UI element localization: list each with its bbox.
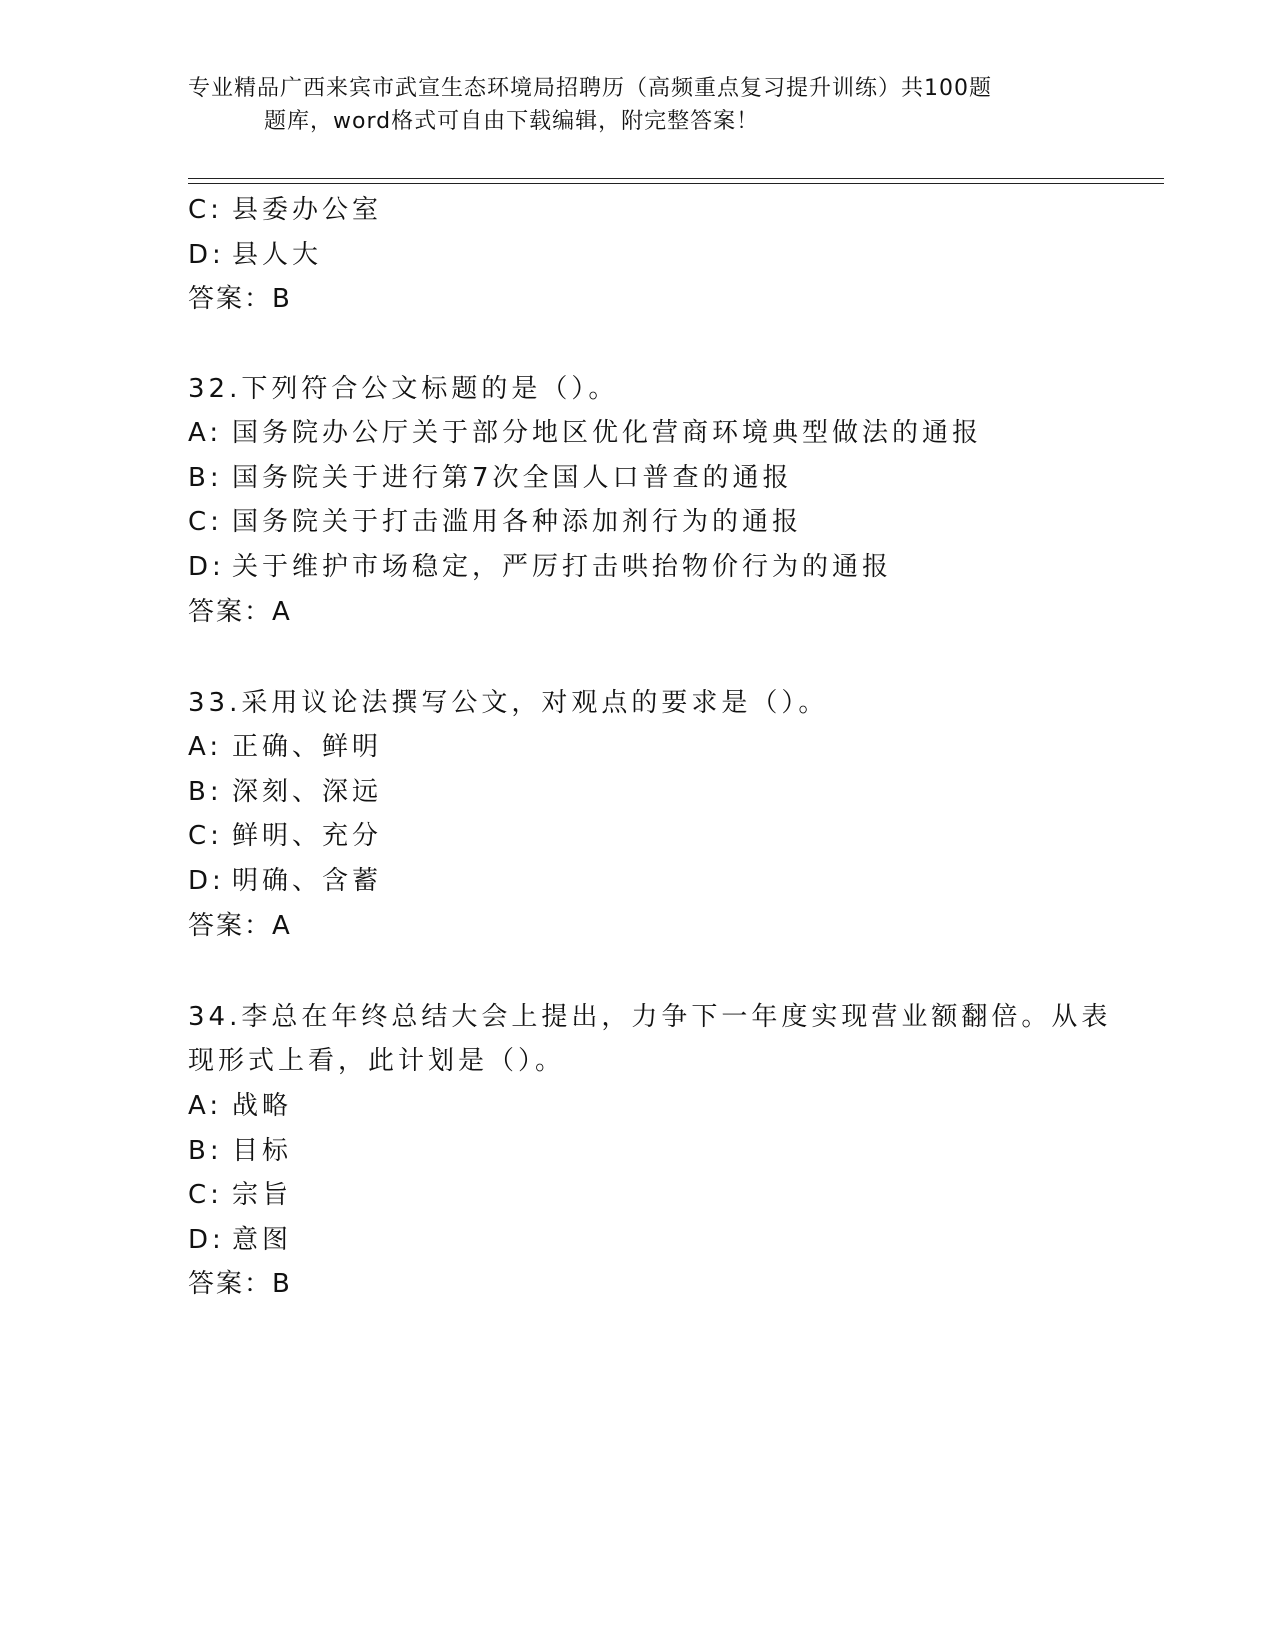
option-text: 县人大 [232,240,323,270]
option-label: B: [188,777,223,807]
q33-option-c [188,818,382,854]
option-text: 国务院关于打击滥用各种添加剂行为的通报 [232,507,803,537]
header-title-line2: 题库，word格式可自由下载编辑，附完整答案！ [264,109,760,134]
q34-stem-line1: 34.李总在年终总结大会上提出，力争下一年度实现营业额翻倍。从表 [188,1002,1112,1032]
option-label: D: [188,866,225,896]
option-text: 鲜明、充分 [232,821,383,851]
q33-option-b [188,774,382,810]
q33-answer: 答案：A [188,911,292,941]
q31-answer: 答案：B [188,284,292,314]
q32-option-a [188,415,982,451]
option-label: B: [188,1136,223,1166]
option-text: 目标 [232,1136,293,1166]
q32-stem: 32.下列符合公文标题的是（）。 [188,374,619,404]
option-text: 正确、鲜明 [232,732,383,762]
option-text: 明确、含蓄 [232,866,383,896]
q34-option-b [188,1133,292,1169]
document-header [188,72,1088,138]
option-label: B: [188,463,223,493]
option-text: 意图 [232,1225,293,1255]
option-text: 国务院关于进行第7次全国人口普查的通报 [232,463,793,493]
q34-stem-line2: 现形式上看，此计划是（）。 [188,1046,566,1076]
option-label: C: [188,507,223,537]
option-label: D: [188,1225,225,1255]
q31-option-c [188,192,382,228]
option-text: 宗旨 [232,1180,293,1210]
q32-option-b [188,460,793,496]
q32-option-d [188,549,892,585]
header-divider-bottom [188,183,1164,184]
header-divider-top [188,178,1164,179]
q34-answer: 答案：B [188,1269,292,1299]
option-label: A: [188,418,223,448]
option-text: 县委办公室 [232,195,383,225]
option-text: 战略 [232,1091,293,1121]
q33-stem: 33.采用议论法撰写公文，对观点的要求是（）。 [188,688,829,718]
q34-option-d [188,1222,292,1258]
q33-option-a [188,729,382,765]
option-label: D: [188,240,225,270]
q34-option-a [188,1088,292,1124]
q31-option-d [188,237,322,273]
q32-option-c [188,504,802,540]
option-label: C: [188,195,223,225]
q32-answer: 答案：A [188,597,292,627]
option-text: 国务院办公厅关于部分地区优化营商环境典型做法的通报 [232,418,983,448]
option-label: A: [188,732,223,762]
q33-option-d [188,863,382,899]
option-text: 深刻、深远 [232,777,383,807]
header-title-line1: 专业精品广西来宾市武宣生态环境局招聘历（高频重点复习提升训练）共100题 [188,76,992,101]
option-label: D: [188,552,225,582]
option-text: 关于维护市场稳定，严厉打击哄抬物价行为的通报 [232,552,893,582]
option-label: A: [188,1091,223,1121]
option-label: C: [188,821,223,851]
q34-option-c [188,1177,292,1213]
option-label: C: [188,1180,223,1210]
